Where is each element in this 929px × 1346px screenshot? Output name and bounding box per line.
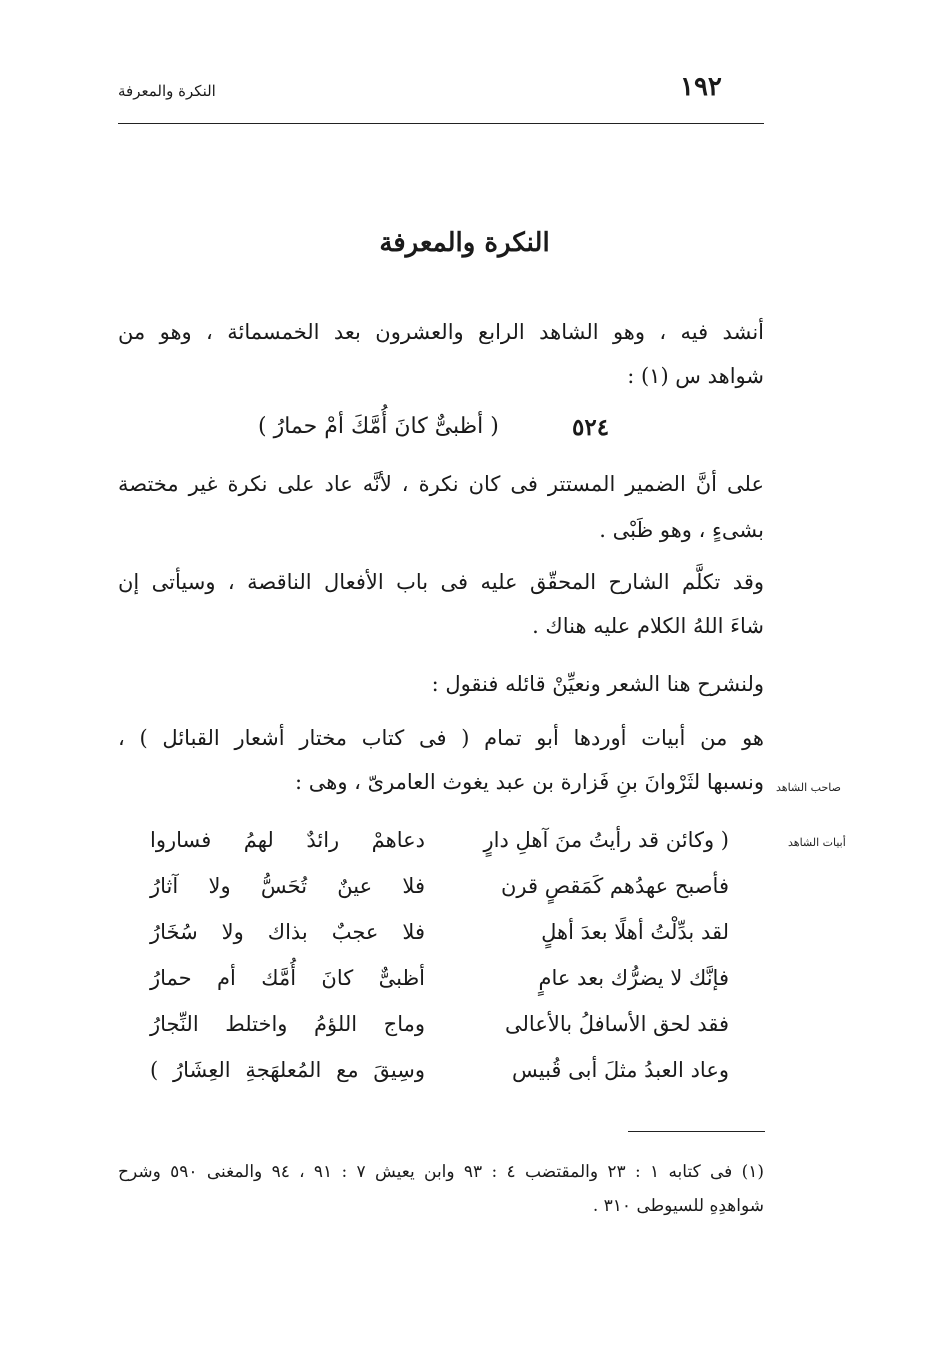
witness-verse: ( أظبىٌّ كانَ أُمَّكَ أمْ حمارُ ) [258, 414, 499, 439]
paragraph-2-line-2: بشىءٍ ، وهو ظَبْى . [599, 518, 764, 542]
margin-note-author: صاحب الشاهد [776, 781, 841, 794]
poem-second-hemistich: وماج اللؤمُ واختلط النِّجارُ [150, 1012, 425, 1036]
poem-first-hemistich: وعاد العبدُ مثلَ أبى قُبيس [511, 1058, 729, 1082]
margin-note-verses: أبيات الشاهد [788, 836, 846, 849]
intro-line-2: شواهد س (١) : [627, 364, 764, 388]
poem-first-hemistich: فإنَّك لا يضرُّك بعد عامٍ [538, 966, 729, 990]
paragraph-2-line-1: على أنَّ الضمير المستتر فى كان نكرة ، لأنَّه عاد على نكرة غير مختصة [118, 472, 764, 496]
paragraph-3-line-1: وقد تكلَّم الشارح المحقّق عليه فى باب الأفعال الناقصة ، وسيأتى إن [118, 570, 764, 594]
paragraph-5-line-2: ونسبها لثَرْوانَ بنِ فَزارة بن عبد يغوث العامرىّ ، وهى : [295, 770, 764, 794]
page-number: ١٩٢ [680, 72, 722, 102]
footnote-line-1: (١) فى كتابه ١ : ٢٣ والمقتضب ٤ : ٩٣ وابن يعيش ٧ : ٩١ ، ٩٤ والمغنى ٥٩٠ وشرح [118, 1162, 765, 1182]
chapter-title: النكرة والمعرفة [379, 228, 550, 258]
poem-first-hemistich: ( وكائن قد رأيتُ منَ آهلِ دارٍ [483, 828, 729, 852]
intro-line-1: أنشد فيه ، وهو الشاهد الرابع والعشرون بعد الخمسمائة ، وهو من [118, 320, 764, 344]
poem-first-hemistich: فأصبح عهدُهم كَمَقصٍ قرن [500, 874, 729, 898]
poem-second-hemistich: أظبىٌّ كانَ أُمَّك أم حمارُ [150, 966, 425, 990]
poem-first-hemistich: فقد لحق الأسافلُ بالأعالى [505, 1012, 729, 1036]
header-divider [118, 123, 764, 124]
witness-number: ٥٢٤ [572, 414, 610, 441]
footnote-divider [628, 1131, 765, 1132]
footnote-line-2: شواهدِهِ للسيوطى ٣١٠ . [592, 1196, 764, 1216]
poem-first-hemistich: لقد بدِّلْتُ أهلًا بعدَ أهلٍ [541, 920, 729, 944]
running-title: النكرة والمعرفة [118, 82, 216, 100]
paragraph-4-line-1: ولنشرح هنا الشعر ونعيِّنْ قائله فنقول : [431, 672, 764, 696]
poem-second-hemistich: دعاهمْ رائدٌ لهمُ فساروا [150, 828, 425, 852]
poem-second-hemistich: فلا عينٌ تُحَسُّ ولا آثارُ [150, 874, 425, 898]
paragraph-5-line-1: هو من أبيات أوردها أبو تمام ( فى كتاب مختار أشعار القبائل ) ، [118, 726, 764, 750]
paragraph-3-line-2: شاءَ اللهُ الكلام عليه هناك . [532, 614, 764, 638]
poem-second-hemistich: وسِيقَ مع المُعلهَجةِ العِشَارُ ) [150, 1058, 425, 1082]
poem-second-hemistich: فلا عجبٌ بذاك ولا سُخَارُ [150, 920, 425, 944]
